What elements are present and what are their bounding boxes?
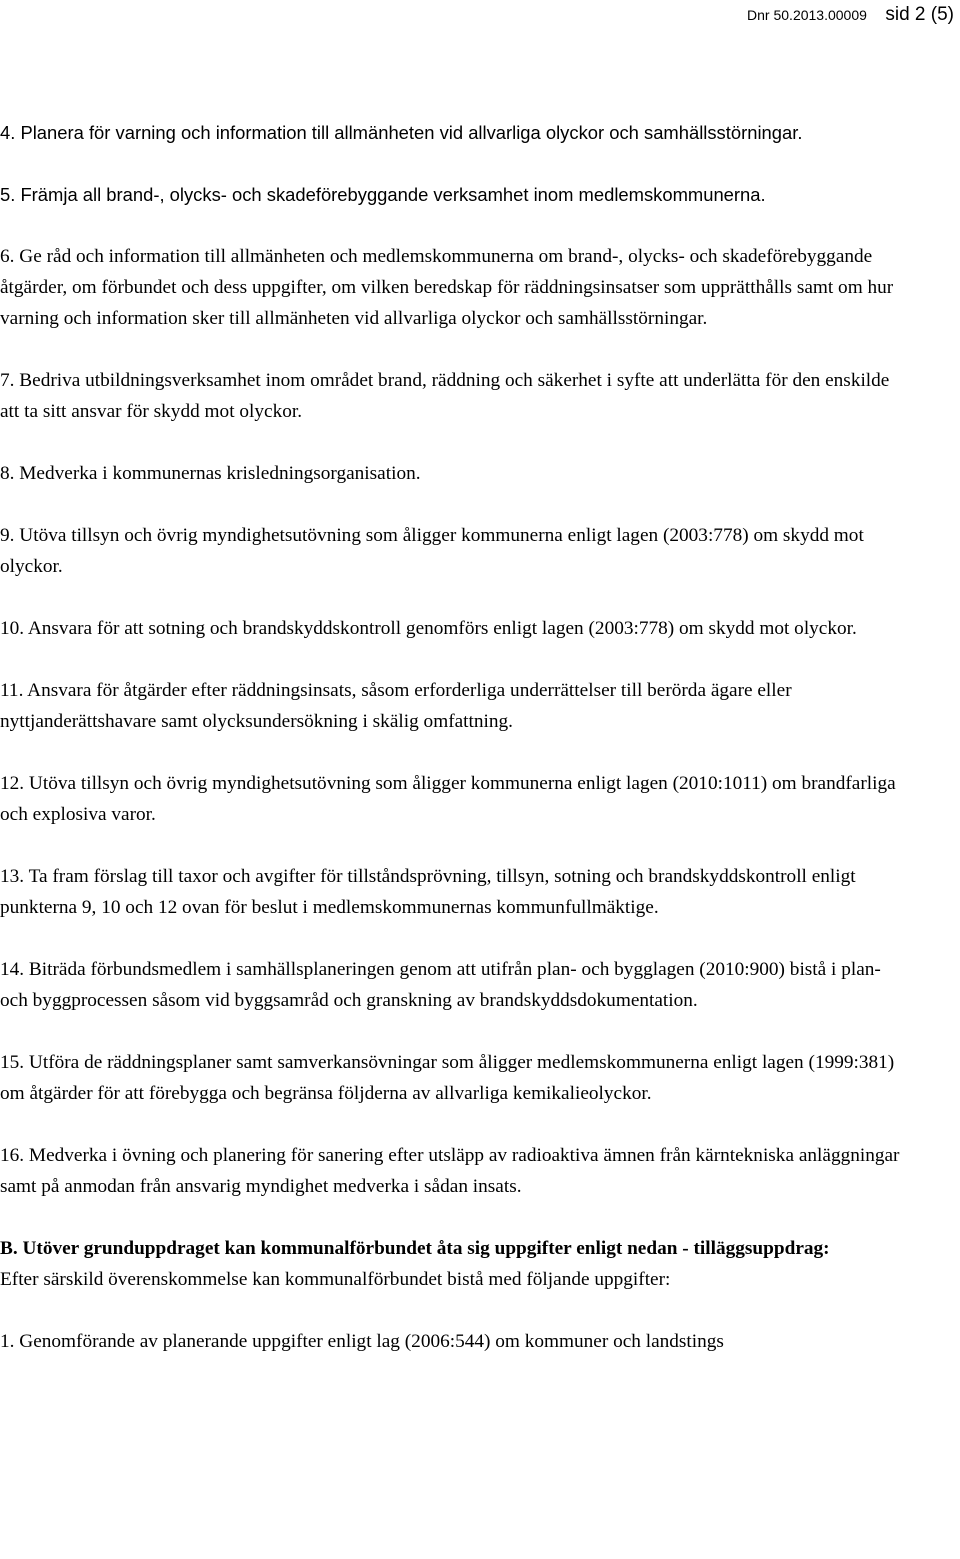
list-item-7: 7. Bedriva utbildningsverksamhet inom området brand, räddning och säkerhet i syfte att underlätta för den enskilde att ta sitt ansvar för skydd mot olyckor. xyxy=(0,370,890,422)
list-item-10: 10. Ansvara för att sotning och brandskyddskontroll genomförs enligt lagen (2003:778) om skydd mot olyckor. xyxy=(0,618,857,639)
list-item-13: 13. Ta fram förslag till taxor och avgifter för tillståndsprövning, tillsyn, sotning och brandskyddskontroll enligt punkterna 9, 10 och 12 ovan för beslut i medlemskommunernas kommunfullmäktige. xyxy=(0,866,856,918)
list-item-15: 15. Utföra de räddningsplaner samt samverkansövningar som åligger medlemskommunerna enligt lagen (1999:381) om åtgärder för att förebygga och begränsa följderna av allvarliga kemikalieolyckor. xyxy=(0,1052,895,1104)
list-item-6: 6. Ge råd och information till allmänheten och medlemskommunerna om brand-, olycks- och skadeförebyggande åtgärder, om förbundet och dess uppgifter, om vilken beredskap för räddningsinsatser som upprätthålls samt om hur varning och information sker till allmänheten vid allvarliga olyckor och samhällsstörningar. xyxy=(0,246,894,329)
list-item-4: 4. Planera för varning och information till allmänheten vid allvarliga olyckor och samhällsstörningar. xyxy=(0,122,803,143)
document-body xyxy=(0,117,905,1357)
list-item-16: 16. Medverka i övning och planering för sanering efter utsläpp av radioaktiva ämnen från kärntekniska anläggningar samt på anmodan från ansvarig myndighet medverka i sådan insats. xyxy=(0,1145,900,1197)
page-number: sid 2 (5) xyxy=(885,4,954,25)
list-item-8: 8. Medverka i kommunernas krisledningsorganisation. xyxy=(0,463,421,484)
page-header xyxy=(747,4,954,26)
list-item-5: 5. Främja all brand-, olycks- och skadeförebyggande verksamhet inom medlemskommunerna. xyxy=(0,184,766,205)
section-b-intro: Efter särskild överenskommelse kan kommunalförbundet bistå med följande uppgifter: xyxy=(0,1269,671,1290)
list-item-9: 9. Utöva tillsyn och övrig myndighetsutövning som åligger kommunerna enligt lagen (2003:778) om skydd mot olyckor. xyxy=(0,525,864,577)
list-item-14: 14. Biträda förbundsmedlem i samhällsplaneringen genom att utifrån plan- och bygglagen (2010:900) bistå i plan- och byggprocessen såsom vid byggsamråd och granskning av brandskyddsdokumentation. xyxy=(0,959,881,1011)
list-item-11: 11. Ansvara för åtgärder efter räddningsinsats, såsom erforderliga underrättelser till berörda ägare eller nyttjanderättshavare samt olycksundersökning i skälig omfattning. xyxy=(0,680,792,732)
document-number: Dnr 50.2013.00009 xyxy=(747,7,867,23)
section-b-heading: B. Utöver grunduppdraget kan kommunalförbundet åta sig uppgifter enligt nedan - tilläggsuppdrag: xyxy=(0,1238,830,1259)
list-item-12: 12. Utöva tillsyn och övrig myndighetsutövning som åligger kommunerna enligt lagen (2010:1011) om brandfarliga och explosiva varor. xyxy=(0,773,896,825)
section-b-item-1: 1. Genomförande av planerande uppgifter enligt lag (2006:544) om kommuner och landstings xyxy=(0,1331,724,1352)
